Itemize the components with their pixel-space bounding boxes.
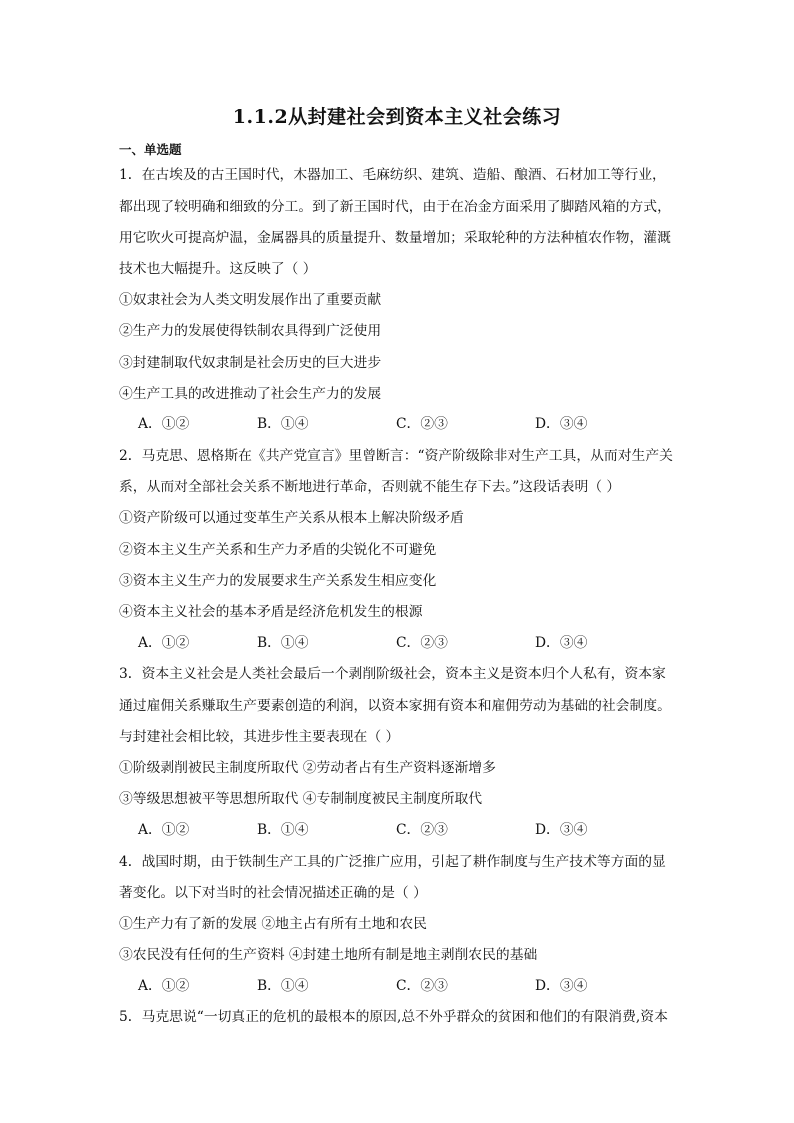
page-title: 1.1.2从封建社会到资本主义社会练习 — [232, 106, 562, 128]
question-text-line: 3．资本主义社会是人类社会最后一个剥削阶级社会，资本主义是资本归个人私有，资本家 — [119, 666, 666, 682]
statement: ③农民没有任何的生产资料 ④封建土地所有制是地主剥削农民的基础 — [119, 947, 538, 963]
question-text-line: 技术也大幅提升。这反映了（ ） — [119, 261, 317, 277]
statement: ③封建制取代奴隶制是社会历史的巨大进步 — [119, 355, 382, 371]
option-d[interactable]: D．③④ — [535, 978, 588, 994]
question-text-line: 1．在古埃及的古王国时代，木器加工、毛麻纺织、建筑、造船、酿酒、石材加工等行业， — [119, 167, 666, 183]
statement: ①生产力有了新的发展 ②地主占有所有土地和农民 — [119, 916, 427, 932]
statement: ①资产阶级可以通过变革生产关系从根本上解决阶级矛盾 — [119, 510, 464, 526]
question-text-line: 5．马克思说“一切真正的危机的最根本的原因,总不外乎群众的贫困和他们的有限消费,资本 — [119, 1009, 668, 1025]
question-text-line: 都出现了较明确和细致的分工。到了新王国时代，由于在冶金方面采用了脚踏风箱的方式， — [119, 199, 671, 215]
question-text-line: 用它吹火可提高炉温，金属器具的质量提升、数量增加；采取轮种的方法种植农作物，灌溉 — [119, 230, 671, 246]
statement: ①奴隶社会为人类文明发展作出了重要贡献 — [119, 292, 382, 308]
option-c[interactable]: C．②③ — [396, 635, 448, 651]
question-text-line: 4．战国时期，由于铁制生产工具的广泛推广应用，引起了耕作制度与生产技术等方面的显 — [119, 854, 666, 870]
section-heading: 一、单选题 — [119, 142, 182, 157]
question-text-line: 2．马克思、恩格斯在《共产党宣言》里曾断言：“资产阶级除非对生产工具，从而对生产关 — [119, 448, 673, 464]
statement: ④生产工具的改进推动了社会生产力的发展 — [119, 386, 382, 402]
statement: ④资本主义社会的基本矛盾是经济危机发生的根源 — [119, 604, 423, 620]
option-b[interactable]: B．①④ — [257, 635, 309, 651]
option-a[interactable]: A．①② — [138, 978, 190, 994]
statement: ③资本主义生产力的发展要求生产关系发生相应变化 — [119, 573, 437, 589]
option-a[interactable]: A．①② — [138, 416, 190, 432]
option-a[interactable]: A．①② — [138, 635, 190, 651]
option-d[interactable]: D．③④ — [535, 416, 588, 432]
statement: ①阶级剥削被民主制度所取代 ②劳动者占有生产资料逐渐增多 — [119, 760, 496, 776]
statement: ②生产力的发展使得铁制农具得到广泛使用 — [119, 323, 382, 339]
option-c[interactable]: C．②③ — [396, 416, 448, 432]
option-b[interactable]: B．①④ — [257, 416, 309, 432]
statement: ③等级思想被平等思想所取代 ④专制制度被民主制度所取代 — [119, 791, 483, 807]
question-text-line: 著变化。以下对当时的社会情况描述正确的是（ ） — [119, 885, 427, 901]
option-b[interactable]: B．①④ — [257, 978, 309, 994]
option-a[interactable]: A．①② — [138, 822, 190, 838]
option-b[interactable]: B．①④ — [257, 822, 309, 838]
option-c[interactable]: C．②③ — [396, 978, 448, 994]
question-text-line: 通过雇佣关系赚取生产要素创造的利润，以资本家拥有资本和雇佣劳动为基础的社会制度。 — [119, 698, 671, 714]
question-text-line: 与封建社会相比较，其进步性主要表现在（ ） — [119, 729, 400, 745]
question-text-line: 系，从而对全部社会关系不断地进行革命，否则就不能生存下去。”这段话表明（ ） — [119, 479, 621, 495]
statement: ②资本主义生产关系和生产力矛盾的尖锐化不可避免 — [119, 542, 437, 558]
option-d[interactable]: D．③④ — [535, 635, 588, 651]
option-c[interactable]: C．②③ — [396, 822, 448, 838]
option-d[interactable]: D．③④ — [535, 822, 588, 838]
